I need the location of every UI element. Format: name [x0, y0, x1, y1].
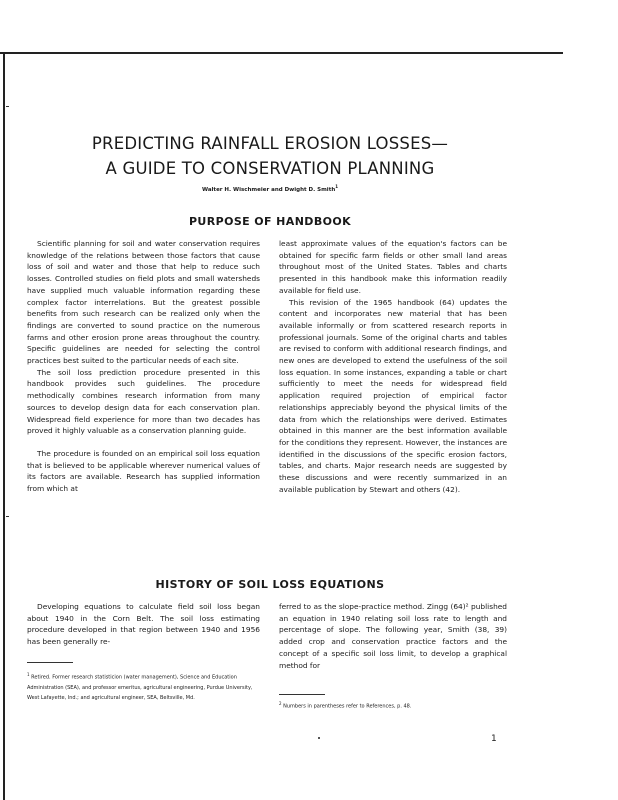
- section-heading-purpose: PURPOSE OF HANDBOOK: [188, 215, 352, 228]
- paragraph: The procedure is founded on an empirical soil loss equation that is believed to be applicable wherever numerical values of its factors are available. Research has supplied information from which at: [27, 448, 260, 494]
- left-border-rule: [3, 52, 5, 800]
- title-line-1: PREDICTING RAINFALL EROSION LOSSES—: [91, 134, 449, 153]
- footnote-rule: [279, 694, 325, 695]
- footnote-1: [27, 670, 260, 703]
- footnote-mark: 2: [279, 701, 282, 706]
- paragraph: Scientific planning for soil and water conservation requires knowledge of the relations between those factors that cause loss of soil and water and those that help to reduce such losses. Controlled studies on field plots and small watersheds have supplied much valuable information regarding these complex factor interrelations. But the greatest possible benefits from such research can be realized only when the findings are converted to sound practice on the numerous farms and other erosion prone areas throughout the country. Specific guidelines are needed for selecting the control practices best suited to the particular needs of each site.: [27, 239, 260, 366]
- margin-mark: [6, 516, 9, 517]
- byline: [140, 184, 400, 193]
- margin-mark: [6, 106, 9, 107]
- top-border-rule: [0, 52, 563, 54]
- title-line-2: A GUIDE TO CONSERVATION PLANNING: [105, 159, 435, 178]
- byline-authors: Walter H. Wischmeier and Dwight D. Smith: [201, 186, 336, 193]
- scan-speck: [318, 737, 320, 739]
- footnote-mark: 1: [27, 672, 30, 677]
- paragraph: This revision of the 1965 handbook (64) updates the content and incorporates new material that has been available informally or from scattered research reports in professional journals. Some of the original charts and tables are revised to conform with additional research findings, and new ones are developed to extend the usefulness of the soil loss equation. In some instances, expanding a table or chart sufficiently to meet the needs for widespread field application required projection of empirical factor relationships appreciably beyond the physical limits of the data from which the relationships were derived. Estimates obtained in this manner are the best information available for the conditions they represent. However, the instances are identified in the discussions of the specific erosion factors, tables, and charts. Major research needs are suggested by these discussions and were recently summarized in an available publication by Stewart and others (42).: [279, 297, 507, 494]
- history-right-column: [279, 601, 507, 671]
- footnote-text: Retired. Former research statisticion (water management), Science and Education Administration (SEA), and professor emeritus, agricultural engineering, Purdue University, West Lafayette, Ind.; and agricultural engineer, SEA, Beltsville, Md.: [27, 674, 253, 701]
- history-left-column: [27, 601, 260, 648]
- footnote-2: [279, 699, 507, 712]
- purpose-left-column: [27, 238, 260, 495]
- paragraph: ferred to as the slope-practice method. Zingg (64)² published an equation in 1940 relating soil loss rate to length and percentage of slope. The following year, Smith (38, 39) added crop and conservation practice factors and the concept of a specific soil loss limit, to develop a graphical method for: [279, 602, 507, 670]
- paragraph: Developing equations to calculate field soil loss began about 1940 in the Corn Belt. The soil loss estimating procedure developed in that region between 1940 and 1956 has been generally re-: [27, 602, 260, 647]
- purpose-right-column: [279, 238, 507, 495]
- footnote-text: Numbers in parentheses refer to References, p. 48.: [283, 703, 412, 710]
- page-number: 1: [491, 734, 497, 744]
- paragraph: least approximate values of the equation's factors can be obtained for specific farm fields or other small land areas throughout most of the United States. Tables and charts presented in this handbook make this information readily available for field use.: [279, 239, 507, 295]
- byline-footnote-mark: 1: [335, 184, 339, 189]
- paragraph: The soil loss prediction procedure presented in this handbook provides such guidelines. The procedure methodically combines research information from many sources to develop design data for each conservation plan. Widespread field experience for more than two decades has proved it highly valuable as a conservation planning guide.: [27, 367, 260, 436]
- footnote-rule: [27, 662, 73, 663]
- section-heading-history: HISTORY OF SOIL LOSS EQUATIONS: [155, 578, 385, 591]
